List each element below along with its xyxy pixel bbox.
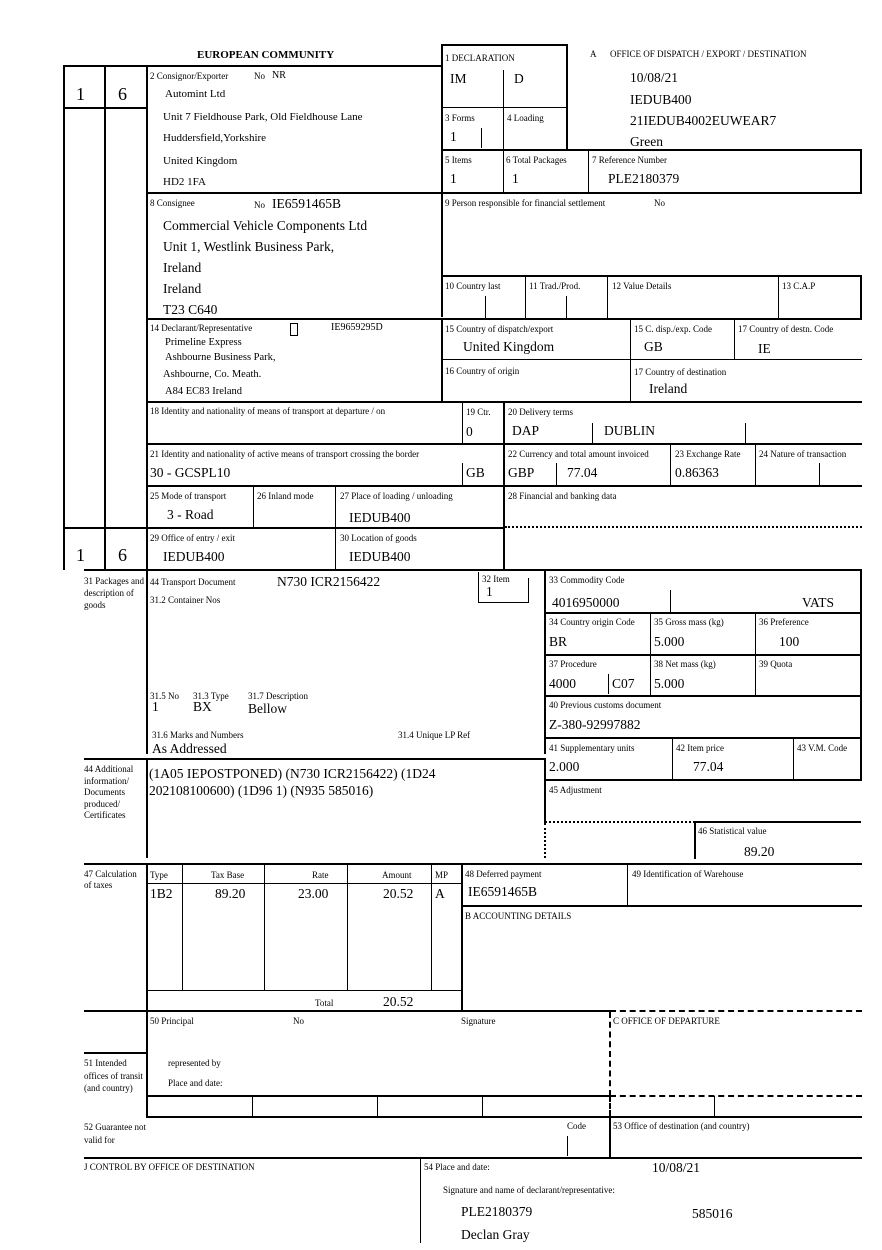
tax-row-base: 89.20: [215, 886, 246, 901]
boxB-label: B ACCOUNTING DETAILS: [465, 911, 572, 921]
box42-value: 77.04: [693, 759, 724, 774]
divider: [545, 654, 861, 656]
divider: [860, 275, 862, 319]
divider: [441, 149, 862, 151]
divider: [481, 128, 482, 148]
divider: [478, 602, 529, 603]
box5-label: 5 Items: [445, 155, 472, 165]
box46-label: 46 Statistical value: [698, 826, 767, 836]
divider: [607, 276, 608, 318]
divider: [610, 1095, 862, 1097]
box35-label: 35 Gross mass (kg): [654, 617, 724, 627]
divider: [672, 738, 673, 779]
box21-nationality: GB: [466, 465, 485, 480]
box20-value-b: DUBLIN: [604, 423, 655, 438]
divider: [146, 318, 862, 320]
declarant-address3: A84 EC83 Ireland: [165, 386, 242, 397]
consignor-address2: Huddersfield,Yorkshire: [163, 132, 267, 144]
tax-row-rate: 23.00: [298, 886, 329, 901]
box25-label: 25 Mode of transport: [150, 491, 227, 501]
divider: [63, 107, 147, 109]
divider: [670, 444, 671, 485]
consignee-address1: Unit 1, Westlink Business Park,: [163, 239, 335, 254]
box40-label: 40 Previous customs document: [549, 700, 662, 710]
divider: [441, 359, 862, 360]
divider: [545, 612, 861, 614]
divider: [441, 44, 443, 194]
divider: [545, 821, 695, 823]
divider: [146, 863, 148, 1011]
divider: [264, 864, 265, 990]
box43-label: 43 V.M. Code: [797, 743, 848, 753]
box51-side-label: 51 Intended offices of transit (and country): [84, 1058, 143, 1093]
tax-header-type: Type: [150, 870, 168, 880]
box17c-value: IE: [758, 341, 771, 356]
marks-label: 31.6 Marks and Numbers: [152, 730, 244, 740]
box26-label: 26 Inland mode: [257, 491, 314, 501]
box22-currency: GBP: [508, 465, 535, 480]
divider: [147, 883, 461, 884]
box14-label: 14 Declarant/Representative: [150, 323, 253, 333]
box44-line2: 202108100600) (1D96 1) (N935 585016): [149, 783, 374, 798]
divider: [610, 1010, 862, 1012]
box46-value: 89.20: [744, 844, 775, 859]
tax-total-label: Total: [315, 998, 334, 1008]
divider: [462, 463, 463, 485]
box17-label: 17 Country of destination: [634, 367, 727, 377]
consignee-address2: Ireland: [163, 260, 202, 275]
box30-label: 30 Location of goods: [340, 533, 417, 543]
divider: [505, 526, 862, 528]
divider: [544, 569, 546, 754]
box37-value-a: 4000: [549, 676, 576, 691]
container-label: 31.2 Container Nos: [150, 595, 221, 605]
box2-no-label: No: [254, 71, 265, 81]
divider: [146, 1095, 612, 1097]
divider: [377, 1096, 378, 1116]
box21-value: 30 - GCSPL10: [150, 465, 231, 480]
lp-ref-label: 31.4 Unique LP Ref: [398, 730, 471, 740]
box29-label: 29 Office of entry / exit: [150, 533, 236, 543]
box44-line1: (1A05 IEPOSTPONED) (N730 ICR2156422) (1D24: [149, 766, 436, 781]
divider: [462, 402, 463, 444]
box4-label: 4 Loading: [507, 113, 544, 123]
box27-value: IEDUB400: [349, 510, 411, 525]
box29-value: IEDUB400: [163, 549, 225, 564]
tax-total-value: 20.52: [383, 994, 414, 1009]
declarant-address2: Ashbourne, Co. Meath.: [163, 369, 262, 380]
box33-value: 4016950000: [552, 595, 620, 610]
box54-name: Declan Gray: [461, 1227, 530, 1242]
box47-side-label: 47 Calculation of taxes: [84, 869, 137, 890]
box19-value: 0: [466, 424, 473, 439]
divider: [84, 863, 862, 865]
box15c-label: 15 C. disp./exp. Code: [634, 324, 712, 334]
divider: [146, 192, 862, 194]
consignor-name: Automint Ltd: [165, 88, 226, 100]
divider: [525, 276, 526, 318]
box-a-prefix: A: [590, 49, 597, 59]
box22-amount: 77.04: [567, 465, 598, 480]
box3-value: 1: [450, 129, 457, 144]
divider: [503, 527, 505, 570]
divider: [694, 821, 861, 823]
divider: [420, 1158, 421, 1243]
pkg-desc-label: 31.7 Description: [248, 691, 308, 701]
tax-header-base: Tax Base: [211, 870, 245, 880]
form-title: EUROPEAN COMMUNITY: [197, 49, 335, 61]
divider: [545, 695, 861, 697]
box15-value: United Kingdom: [463, 339, 555, 354]
marks-value: As Addressed: [152, 741, 227, 756]
divider: [478, 572, 479, 602]
box23-label: 23 Exchange Rate: [675, 449, 741, 459]
divider: [347, 864, 348, 990]
side-top-right: 6: [118, 84, 127, 104]
box15-label: 15 Country of dispatch/export: [445, 324, 554, 334]
divider: [461, 905, 862, 907]
consignee-country: Ireland: [163, 281, 202, 296]
box1-value-b: D: [514, 71, 524, 86]
divider: [544, 758, 546, 779]
transport-doc-label: 44 Transport Document: [150, 577, 236, 587]
box7-label: 7 Reference Number: [592, 155, 667, 165]
boxJ-label: J CONTROL BY OFFICE OF DESTINATION: [84, 1162, 255, 1172]
tax-header-mp: MP: [435, 870, 449, 880]
divider: [670, 590, 671, 612]
divider: [147, 990, 461, 991]
box1-label: 1 DECLARATION: [445, 53, 515, 63]
box41-value: 2.000: [549, 759, 580, 774]
divider: [431, 864, 432, 990]
box48-value: IE6591465B: [468, 884, 537, 899]
box14-checkbox[interactable]: [290, 323, 298, 336]
box5-value: 1: [450, 171, 457, 186]
divider: [441, 44, 567, 46]
box45-label: 45 Adjustment: [549, 785, 602, 795]
divider: [545, 779, 861, 781]
consignee-postcode: T23 C640: [163, 302, 218, 317]
tax-row-type: 1B2: [150, 886, 173, 901]
box1-value-a: IM: [450, 71, 467, 86]
divider: [588, 150, 589, 192]
divider: [819, 463, 820, 485]
divider: [84, 1052, 147, 1054]
divider: [528, 578, 529, 602]
divider: [63, 65, 443, 67]
box25-value: 3 - Road: [167, 507, 214, 522]
box8-label: 8 Consignee: [150, 198, 195, 208]
box24-label: 24 Nature of transaction: [759, 449, 847, 459]
box6-label: 6 Total Packages: [506, 155, 567, 165]
divider: [860, 149, 862, 193]
box12-label: 12 Value Details: [612, 281, 672, 291]
box34-label: 34 Country origin Code: [549, 617, 635, 627]
box21-label: 21 Identity and nationality of active means of transport crossing the border: [150, 449, 420, 459]
divider: [84, 1157, 862, 1159]
box52-code-label: Code: [567, 1121, 586, 1131]
divider: [84, 1010, 612, 1012]
transport-doc-value: N730 ICR2156422: [277, 574, 381, 589]
box2-no-value: NR: [272, 70, 286, 81]
divider: [609, 1012, 611, 1096]
divider: [714, 1096, 715, 1116]
box11-label: 11 Trad./Prod.: [529, 281, 581, 291]
box54-code: 585016: [692, 1206, 733, 1221]
divider: [592, 423, 593, 443]
divider: [734, 319, 735, 359]
box8-no-label: No: [254, 200, 265, 210]
box22-label: 22 Currency and total amount invoiced: [508, 449, 649, 459]
box54-label: 54 Place and date:: [424, 1162, 490, 1172]
divider: [694, 821, 696, 859]
divider: [63, 527, 505, 529]
side-bottom-right: 6: [118, 545, 127, 565]
divider: [482, 1096, 483, 1116]
consignor-country: United Kingdom: [163, 155, 238, 167]
box33-label: 33 Commodity Code: [549, 575, 625, 585]
tax-header-rate: Rate: [312, 870, 329, 880]
box52-side-label: 52 Guarantee not valid for: [84, 1122, 146, 1145]
box44-side-label: 44 Additional information/ Documents produced/ Certificates: [84, 764, 134, 820]
boxC-label: C OFFICE OF DEPARTURE: [613, 1016, 720, 1026]
box50-signature-label: Signature: [461, 1016, 496, 1026]
divider: [566, 296, 567, 318]
box40-value: Z-380-92997882: [549, 717, 641, 732]
divider: [335, 486, 336, 570]
divider: [608, 674, 609, 694]
divider: [104, 65, 106, 570]
divider: [253, 486, 254, 528]
box36-label: 36 Preference: [759, 617, 809, 627]
tax-row-mp: A: [435, 886, 445, 901]
box18-label: 18 Identity and nationality of means of transport at departure / on: [150, 406, 386, 416]
box23-value: 0.86363: [675, 465, 719, 480]
box-a-mrn: 21IEDUB4002EUWEAR7: [630, 113, 777, 128]
box54-sig-label: Signature and name of declarant/representative:: [443, 1185, 615, 1195]
box54-date: 10/08/21: [652, 1160, 701, 1175]
divider: [63, 65, 65, 570]
declarant-name: Primeline Express: [165, 337, 242, 348]
divider: [566, 44, 568, 150]
consignor-postcode: HD2 1FA: [163, 176, 206, 188]
box41-label: 41 Supplementary units: [549, 743, 635, 753]
box50-label: 50 Principal: [150, 1016, 194, 1026]
box48-label: 48 Deferred payment: [465, 869, 542, 879]
divider: [745, 423, 746, 443]
box3-label: 3 Forms: [445, 113, 475, 123]
box7-value: PLE2180379: [608, 171, 680, 186]
box49-label: 49 Identification of Warehouse: [632, 869, 744, 879]
divider: [441, 107, 567, 108]
box15c-value: GB: [644, 339, 663, 354]
divider: [545, 737, 861, 739]
tax-row-amount: 20.52: [383, 886, 414, 901]
box-a-date: 10/08/21: [630, 70, 679, 85]
box28-label: 28 Financial and banking data: [508, 491, 617, 501]
pkg-type-label: 31.3 Type: [193, 691, 229, 701]
divider: [146, 1116, 862, 1118]
box53-label: 53 Office of destination (and country): [613, 1121, 750, 1131]
tax-header-amount: Amount: [382, 870, 412, 880]
box38-label: 38 Net mass (kg): [654, 659, 716, 669]
box16-label: 16 Country of origin: [445, 366, 520, 376]
divider: [146, 569, 148, 754]
divider: [146, 1010, 148, 1116]
box50-place: Place and date:: [168, 1078, 223, 1088]
box2-label: 2 Consignor/Exporter: [150, 71, 229, 81]
box9-label: 9 Person responsible for financial settlement: [445, 198, 606, 208]
consignor-address1: Unit 7 Fieldhouse Park, Old Fieldhouse Lane: [163, 111, 363, 123]
divider: [84, 569, 862, 571]
box14-no-value: IE9659295D: [331, 322, 383, 333]
divider: [441, 192, 443, 317]
pkg-desc-value: Bellow: [248, 701, 287, 716]
divider: [609, 1096, 611, 1116]
divider: [793, 738, 794, 779]
divider: [630, 319, 631, 401]
divider: [182, 864, 183, 990]
divider: [252, 1096, 253, 1116]
divider: [146, 758, 148, 858]
divider: [544, 779, 546, 823]
box20-value-a: DAP: [512, 423, 540, 438]
divider: [461, 863, 463, 1011]
consignee-name: Commercial Vehicle Components Ltd: [163, 218, 368, 233]
box54-ref: PLE2180379: [461, 1204, 533, 1219]
box-a-route: Green: [630, 134, 663, 149]
side-bottom-left: 1: [76, 545, 85, 565]
box50-represented: represented by: [168, 1058, 221, 1068]
divider: [84, 758, 546, 760]
box32-label: 32 Item: [482, 574, 510, 584]
divider: [503, 402, 505, 528]
divider: [556, 463, 557, 485]
divider: [503, 70, 504, 194]
box33-suffix: VATS: [802, 595, 835, 610]
divider: [860, 569, 862, 781]
box42-label: 42 Item price: [676, 743, 724, 753]
box17c-label: 17 Country of destn. Code: [738, 324, 834, 334]
box37-value-b: C07: [612, 676, 635, 691]
box36-value: 100: [779, 634, 800, 649]
box39-label: 39 Quota: [759, 659, 793, 669]
box32-value: 1: [486, 584, 493, 599]
divider: [627, 864, 628, 906]
divider: [544, 823, 546, 858]
box19-label: 19 Ctr.: [466, 407, 491, 417]
box35-value: 5.000: [654, 634, 685, 649]
divider: [755, 444, 756, 485]
box27-label: 27 Place of loading / unloading: [340, 491, 453, 501]
box31-side-label: 31 Packages and description of goods: [84, 576, 144, 610]
divider: [441, 275, 862, 277]
box9-no-label: No: [654, 198, 665, 208]
box6-value: 1: [512, 171, 519, 186]
divider: [485, 296, 486, 318]
box30-value: IEDUB400: [349, 549, 411, 564]
pkg-no-label: 31.5 No: [150, 691, 179, 701]
box8-no-value: IE6591465B: [272, 196, 341, 211]
box37-label: 37 Procedure: [549, 659, 597, 669]
box17-value: Ireland: [649, 381, 688, 396]
declarant-address1: Ashbourne Business Park,: [165, 352, 276, 363]
divider: [609, 1116, 611, 1158]
box20-label: 20 Delivery terms: [508, 407, 573, 417]
box38-value: 5.000: [654, 676, 685, 691]
box10-label: 10 Country last: [445, 281, 501, 291]
pkg-type-value: BX: [193, 699, 212, 714]
box34-value: BR: [549, 634, 568, 649]
box13-label: 13 C.A.P: [782, 281, 816, 291]
box50-no-label: No: [293, 1016, 304, 1026]
box-a-label: OFFICE OF DISPATCH / EXPORT / DESTINATION: [610, 49, 807, 59]
side-top-left: 1: [76, 84, 85, 104]
box-a-office: IEDUB400: [630, 92, 692, 107]
pkg-no-value: 1: [152, 699, 159, 714]
divider: [778, 276, 779, 318]
divider: [567, 1136, 568, 1156]
